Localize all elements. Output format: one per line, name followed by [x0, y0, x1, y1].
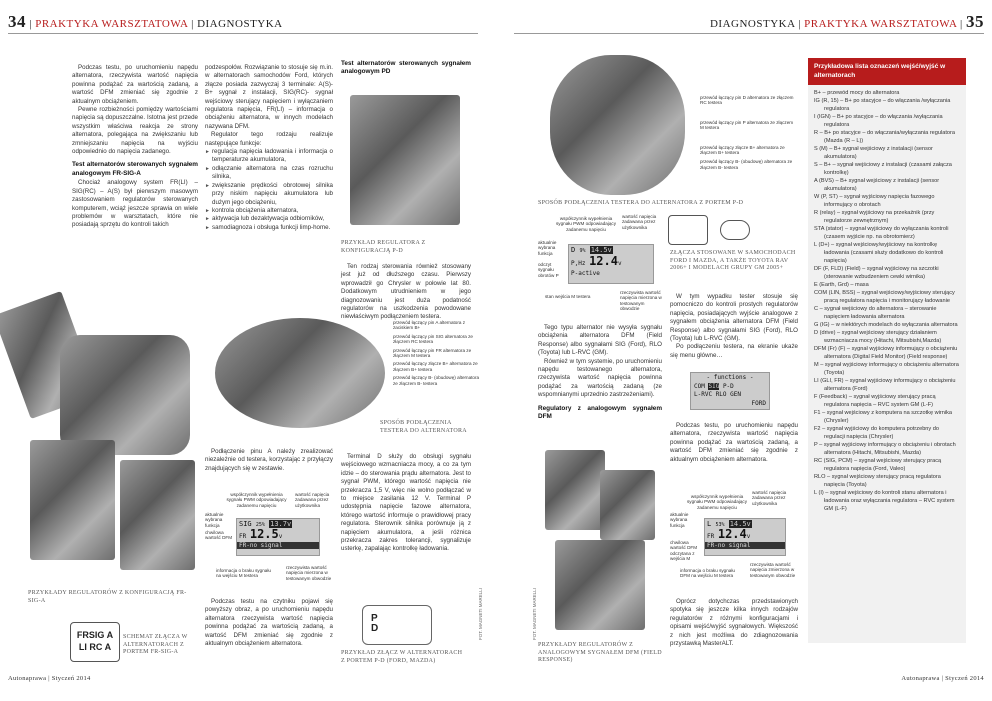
lcd-annotation: aktualnie wybrana funkcja: [670, 512, 689, 528]
lcd-text: FR-no signal: [237, 542, 319, 549]
subsection-right: DIAGNOSTYKA: [709, 18, 795, 30]
lcd-annotation: odczyt sygnału obrotów P: [538, 262, 559, 278]
regulator-photo-4: [120, 460, 195, 570]
paragraph: Oprócz dotychczas przedstawionych spotyka się jeszcze kilka innych rodzajów regulatorów z różnymi konfiguracjami i opisami wejść/wyjść sygnałowych. Większość z nich jest możliwa do zdiagnozowania przystawką MasterALT.: [670, 598, 798, 648]
wire-label: przewód łączący pin A alternatora z zaciskiem B+: [393, 320, 466, 331]
lcd-annotation: informacja o braku sygnału na wejściu M testera: [216, 568, 271, 579]
designation-item: G (IG) – w niektórych modelach do wyłączania alternatora: [814, 322, 958, 328]
designation-item: B+ – przewód mocy do alternatora: [814, 90, 900, 96]
connector-label-top: FRSIG A: [76, 630, 114, 640]
lcd-text: 14.5v: [590, 246, 612, 254]
lcd-text: FORD: [751, 399, 766, 407]
paragraph: Pewne rozbieżności pomiędzy wartościami napięcia są dopuszczalne. Istotna jest przede wszystkim właściwa reakcja ze strony alternatora, polegająca na zwiększaniu lub zmniejszaniu napięcia na wyjściu odpowiednio do napięcia zadanego.: [72, 106, 198, 156]
lcd-annotation: chwilowa wartość DFM odczytana z wejścia M: [670, 540, 698, 562]
footer-left: Autonaprawa | Styczeń 2014: [8, 675, 91, 682]
connector-diagram-1: [668, 215, 708, 245]
designation-item: A (BVS) – B+ sygnał wejściowy z instalacji (sensor akumulatora): [814, 178, 940, 192]
dfm-regulator-photo-2: [600, 470, 655, 540]
rule-left: [8, 33, 478, 34]
lcd-annotation: stan wejścia M testera: [545, 294, 591, 299]
column-5: [538, 324, 662, 422]
paragraph: Również w tym systemie, po uruchomieniu napędu testowanego alternatora, rzeczywista wartość napięcia powinna podążać za wartością zadaną (ze wspomnianymi uprzednio zastrzeżeniami).: [538, 357, 662, 399]
lcd-text: P-D: [722, 382, 734, 390]
lcd-text: COM: [694, 382, 705, 390]
lcd-annotation: wartość napięcia zadawana przez użytkownika: [295, 492, 330, 508]
lcd-text: L-RVC: [694, 391, 713, 398]
caption: SPOSÓB PODŁĄCZENIA TESTERA DO ALTERNATORA: [380, 420, 467, 434]
lcd-annotation: współczynnik wypełnienia sygnału PWM odpowiadający zadanemu napięciu: [686, 494, 747, 510]
lcd-annotation: rzeczywista wartość napięcia mierzona w testowanym obwodzie: [620, 290, 662, 312]
regulator-photo-2: [60, 335, 190, 455]
designation-item: L (I) – sygnał wejściowy do kontroli stanu alternatora i ładowania oraz wyłączania regulatora – RVC system GM (L-F): [814, 490, 955, 512]
regulator-photo-3: [30, 440, 115, 560]
column-3: [341, 60, 471, 78]
wire-label: przewód łączący pin FR alternatora ze złączem M testera: [393, 347, 472, 359]
column-3b: [341, 453, 471, 554]
lcd-text: SIG: [708, 382, 720, 390]
designation-item: R – B+ po stacyjce – do włączania/wyłączania regulatora (Mazda (R – L)): [814, 130, 956, 144]
heading: Test alternatorów sterowanych sygnałem analogowym FR-SIG-A: [72, 161, 198, 177]
lcd-text: RLO: [715, 391, 727, 398]
designation-item: LI (GLI, FR) – sygnał wyjściowy informujący o obciążeniu alternatora (Ford): [814, 378, 956, 392]
paragraph: Regulator tego rodzaju realizuje następujące funkcje:: [205, 131, 333, 147]
lcd-annotation: aktualnie wybrana funkcja: [205, 512, 224, 528]
wire-label: przewód łączący pin D alternatora ze złączem RC testera: [700, 95, 794, 106]
list-item: ► aktywacja lub dezaktywacja odbiorników,: [205, 215, 333, 223]
paragraph: Podczas testu na czytniku pojawi się powyższy obraz, a po uruchomieniu napędu alternatora rzeczywista wartość napięcia powinna podążać za wartością zadaną, a wartość DFM zmieniać się zgodnie z aktualnym obciążeniem alternatora.: [205, 598, 333, 648]
photo-credit: FOT. MAGNETI MARELLI: [478, 587, 483, 640]
paragraph: Chociaż analogowy system FR(LI) – SIG(RC) – A(S) był pierwszym masowym zastosowaniem regulatorów sterowanych komputerem, wciąż jeszcze sprawia on wiele problemów w warsztatach, które nie posiadają sprzętu do kontroli takich: [72, 179, 198, 229]
heading: Regulatory z analogowym sygnałem DFM: [538, 404, 662, 421]
lcd-text: 25%: [255, 522, 265, 528]
wire-label: przewód łączący złącze B+ alternatora ze złączem B+ testera: [393, 361, 478, 372]
designation-item: L (D+) – sygnał wejściowy/wyjściowy na kontrolkę ładowania (czasami służy dodatkowo do kontroli napięcia): [814, 242, 944, 264]
wire-label: przewód łączący złącze B+ alternatora ze złączem B+ testera: [700, 144, 785, 156]
designation-item: F1 – sygnał wejściowy z komputera na szczotkę wirnika (Chrysler): [814, 410, 953, 424]
subsection-left: DIAGNOSTYKA: [197, 18, 283, 30]
designation-item: I (IGN) – B+ po stacyjce – do włączania /wyłączania regulatora: [814, 114, 943, 128]
lcd-text: - functions -: [706, 374, 754, 381]
paragraph: Terminal D służy do obsługi sygnału wejściowego wzmacniacza mocy, a co za tym idzie – do sterowania prądu alternatora. Jest to sygnał PWM, którego wartość napięcia nie przekracza 1,5 V, więc nie wolno podłączać w to miejsce zasilania 12 V. Terminal P udostępnia napięcie fazowe alternatora, którego wartość informuje o prawidłowej pracy regulatora. Sterownik silnika porównuje ją z napięciem akumulatora, a jeśli różnica przekracza zakres tolerancji, sygnalizuje usterkę, zapalając kontrolkę ładowania.: [341, 453, 471, 553]
header-right: DIAGNOSTYKA | PRAKTYKA WARSZTATOWA | 35: [709, 12, 984, 31]
section-right: PRAKTYKA WARSZTATOWA: [804, 18, 957, 30]
caption: ZŁĄCZA STOSOWANE W SAMOCHODACH FORD I MAZDA, A TAKŻE TOYOTA RAV 2006+ I MODELACH GRUPY GM 2005+: [670, 250, 796, 271]
designation-item: E (Earth, Grd) – masa: [814, 282, 869, 288]
designation-item: RLO – sygnał wejściowy sterujący pracą regulatora napięcia (Toyota): [814, 474, 941, 488]
lcd-annotation: rzeczywista wartość napięcia mierzona w testowanym obwodzie: [286, 565, 332, 581]
lcd-annotation: informacja o braku sygnału DFM na wejściu M testera: [680, 568, 735, 579]
pd-connector-drawing: P D: [362, 605, 432, 645]
mid-photo-labels: [393, 320, 483, 389]
designation-item: DFM (Fr) (F) – sygnał wyjściowy informujący o obciążeniu alternatora (Digital Field Monitor) (Field response): [814, 346, 958, 360]
paragraph: Po podłączeniu testera, na ekranie ukaże się menu główne…: [670, 343, 798, 359]
designation-item: COM (LIN, BSS) – sygnał wejściowy/wyjściowy sterujący pracą regulatora napięcia i monitorujący ładowanie: [814, 290, 955, 304]
designation-item: P – sygnał wyjściowy informujący o obciążeniu i obrotach alternatora (Hitachi, Mitsubishi, Mazda): [814, 442, 956, 456]
paragraph: Podczas testu, po uruchomieniu napędu alternatora, rzeczywista wartość napięcia powinna podążać za wartością zadaną, a wartość DFM zmieniać się zgodnie z aktualnym obciążeniem.: [72, 64, 198, 105]
page-number-left: 34: [8, 12, 26, 31]
lcd-text: 12.5: [249, 527, 279, 541]
lcd-annotation: aktualnie wybrana funkcja: [538, 240, 557, 256]
lcd-text: D: [571, 246, 576, 254]
caption: PRZYKŁADY REGULATORÓW Z KONFIGURACJĄ FR-SIG-A: [28, 590, 187, 604]
io-designations-box: [808, 58, 966, 643]
designation-item: S – B+ – sygnał wejściowy z instalacji (czasami załącza kontrolkę): [814, 162, 952, 176]
caption: SCHEMAT ZŁĄCZA W ALTERNATORACH Z PORTEM FR-SIG-A: [123, 634, 188, 655]
lcd-annotation: wartość napięcia zadawana przez użytkownika: [622, 214, 657, 230]
lcd-text: FR: [239, 533, 247, 540]
designation-list: [808, 85, 966, 517]
column-2c: [205, 598, 333, 648]
designation-item: D (drive) – sygnał wejściowy sterujący działaniem wzmacniacza mocy (Hitachi, Mitsubishi,Mazda): [814, 330, 942, 344]
sidebox-title: Przykładowa lista oznaczeń wejść/wyjść w alternatorach: [808, 58, 966, 85]
right-photo-labels: [700, 95, 798, 170]
lcd-text: FR: [707, 533, 715, 540]
lcd-text: 53%: [715, 522, 725, 528]
header-left: 34 | PRAKTYKA WARSZTATOWA | DIAGNOSTYKA: [8, 12, 283, 31]
footer-right: Autonaprawa | Styczeń 2014: [901, 675, 984, 682]
lcd-text: P,Hz: [571, 260, 586, 267]
designation-item: R (relay) – sygnał wyjściowy na przekaźnik (przy regulatorze zewnętrznym): [814, 210, 935, 224]
lcd-text: P-active: [571, 270, 600, 277]
designation-item: C – sygnał wejściowy do alternatora – sterowanie napięciem ładowania alternatora: [814, 306, 937, 320]
lcd-text: 12.4: [717, 527, 747, 541]
page-number-right: 35: [966, 12, 984, 31]
designation-item: F (Feedback) – sygnał wyjściowy sterujący pracą regulatora napięcia – RVC system GM (L-F): [814, 394, 936, 408]
lcd-annotation: rzeczywista wartość napięcia zmierzona w testowanym obwodzie: [750, 562, 796, 578]
lcd-text: 14.5v: [729, 520, 751, 528]
list-item: ► kontrola obciążenia alternatora,: [205, 207, 333, 215]
column-1: [72, 64, 198, 230]
tester-display-pd: [568, 244, 654, 284]
lcd-text: SIG: [239, 520, 252, 528]
designation-item: M – sygnał wyjściowy informujący o obciążeniu alternatora (Toyota): [814, 362, 959, 376]
lcd-text: 12.4: [589, 254, 618, 268]
tester-display-fr: [236, 518, 320, 556]
column-6c: [670, 598, 798, 648]
column-6b: [670, 422, 798, 464]
list-item: ► odłączanie alternatora na czas rozruchu silnika,: [205, 165, 333, 182]
designation-item: F2 – sygnał wyjściowy do komputera potrzebny do regulacji napięcia (Chrysler): [814, 426, 939, 440]
designation-item: DF (F, FLD) (Field) – sygnał wyjściowy na szczotki (sterowanie wzbudzeniem cewki wirnika): [814, 266, 939, 280]
paragraph: Tego typu alternator nie wysyła sygnału obciążenia alternatora DFM (Field Response) albo sygnałami SIG (Ford), RLO (Toyota) lub L-RVC (GM).: [538, 324, 662, 357]
caption: PRZYKŁAD ZŁĄCZ W ALTERNATORACH Z PORTEM P-D (FORD, MAZDA): [341, 650, 463, 664]
alternator-photo: [215, 318, 385, 428]
list-item: ► zwiększanie prędkości obrotowej silnika przy niskim napięciu akumulatora lub dużym jego obciążeniu,: [205, 182, 333, 207]
designation-item: RC (SIG, PCM) – sygnał wejściowy sterujący pracą regulatora napięcia (Ford, Valeo): [814, 458, 942, 472]
caption: PRZYKŁADY REGULATORÓW Z ANALOGOWYM SYGNAŁEM DFM (FIELD RESPONSE): [538, 642, 662, 663]
lcd-text: v: [278, 533, 283, 540]
lcd-text: FR-no signal: [705, 542, 785, 549]
column-6: [670, 293, 798, 360]
caption: PRZYKŁAD REGULATORA Z KONFIGURACJĄ P-D: [341, 240, 426, 254]
lcd-text: L: [707, 520, 712, 528]
dfm-regulator-photo-1: [545, 450, 605, 530]
lcd-annotation: współczynnik wypełnienia sygnału PWM odpowiadający zadanemu napięciu: [556, 216, 617, 232]
regulator-pd-photo: [350, 95, 460, 225]
lcd-text: GEN: [730, 391, 741, 398]
lcd-text: v: [617, 260, 622, 267]
column-2: [205, 64, 333, 232]
column-3-text: [341, 263, 471, 322]
photo-credit: FOT. MAGNETI MARELLI: [532, 587, 537, 640]
function-list: [205, 148, 333, 232]
lcd-annotation: wartość napięcia zadawana przez użytkownika: [752, 490, 787, 506]
connector-label-bottom: LI RC A: [78, 642, 112, 652]
paragraph: podzespołów. Rozwiązanie to stosuje się m.in. w alternatorach samochodów Ford, których złącze posiada zazwyczaj 3 terminale: A(S)- B+ sygnał z instalacji, SIG(RC)- sygnał wejściowy sterujący napięciem i wyłączaniem regulatora napięcia, FR(LI) – informacja o obciążeniu alternatora, w innych modelach nazywana DFM.: [205, 64, 333, 130]
lcd-text: 9%: [579, 248, 586, 254]
connector-schematic: [70, 622, 120, 662]
wire-label: przewód łączący pin SIG alternatora ze złączem RC testera: [393, 333, 473, 345]
designation-item: STA (stator) – sygnał wyjściowy do wyłączania kontroli (czasem wyjście np. na obrotomierz): [814, 226, 949, 240]
list-item: ► regulacja napięcia ładowania i informacja o temperaturze akumulatora,: [205, 148, 333, 165]
heading: Test alternatorów sterowanych sygnałem analogowym PD: [341, 60, 471, 76]
designation-item: IG (R, 15) – B+ po stacyjce – do włączania /wyłączania regulatora: [814, 98, 951, 112]
tester-display-dfm: [704, 518, 786, 556]
wire-label: przewód łączący B- (obudowę) alternatora ze złączem B- testera: [700, 159, 793, 170]
connector-diagram-2: [720, 220, 750, 240]
list-item: ► samodiagnoza i obsługa funkcji limp-home.: [205, 224, 333, 232]
lcd-text: 13.7v: [270, 520, 292, 528]
wire-label: przewód łączący B- (obudowę) alternatora ze złączem B- testera: [393, 375, 480, 386]
lcd-annotation: współczynnik wypełnienia sygnału PWM odpowiadający zadanemu napięciu: [226, 492, 287, 508]
rule-right: [514, 33, 984, 34]
caption: SPOSÓB PODŁĄCZENIA TESTERA DO ALTERNATORA Z PORTEM P-D: [538, 200, 744, 206]
paragraph: Podłączenie pinu A należy zrealizować niezależnie od testera, korzystając z przyłączy znajdujących się w zestawie.: [205, 448, 333, 472]
column-2b: [205, 448, 333, 473]
lcd-annotation: chwilowa wartość DFM: [205, 530, 233, 541]
paragraph: Ten rodzaj sterowania również stosowany jest już od dłuższego czasu. Pierwszy wprowadził go Chrysler w połowie lat 80. Dodatkowym utrudnieniem w jego diagnozowaniu jest duża podatność regulatorów na uszkodzenia powodowane niewłaściwym podłączeniem testera.: [341, 263, 471, 321]
designation-item: W (P, ST) – sygnał wyjściowy napięcia fazowego informujący o obrotach: [814, 194, 935, 208]
alternator-pd-photo: [550, 55, 685, 195]
tester-menu-display: [690, 372, 770, 410]
paragraph: W tym wypadku tester stosuje się pomocniczo do kontroli prostych regulatorów napięcia, posiadających wyjście analogowe z sygnałem obciążenia alternatora DFM (Field Response) albo sygnałami SIG (Ford), RLO (Toyota) lub L-RVC (GM).: [670, 293, 798, 343]
paragraph: Podczas testu, po uruchomieniu napędu alternatora, rzeczywista wartość napięcia powinna podążać za wartością zadaną, a wartość DFM zmieniać się zgodnie z aktualnym obciążeniem alternatora.: [670, 422, 798, 463]
section-left: PRAKTYKA WARSZTATOWA: [35, 18, 188, 30]
designation-item: S (M) – B+ sygnał wejściowy z instalacji (sensor akumulatora): [814, 146, 933, 160]
lcd-text: v: [746, 533, 751, 540]
dfm-regulator-photo-3: [555, 540, 645, 630]
wire-label: przewód łączący pin P alternatora ze złączem M testera: [700, 119, 794, 131]
